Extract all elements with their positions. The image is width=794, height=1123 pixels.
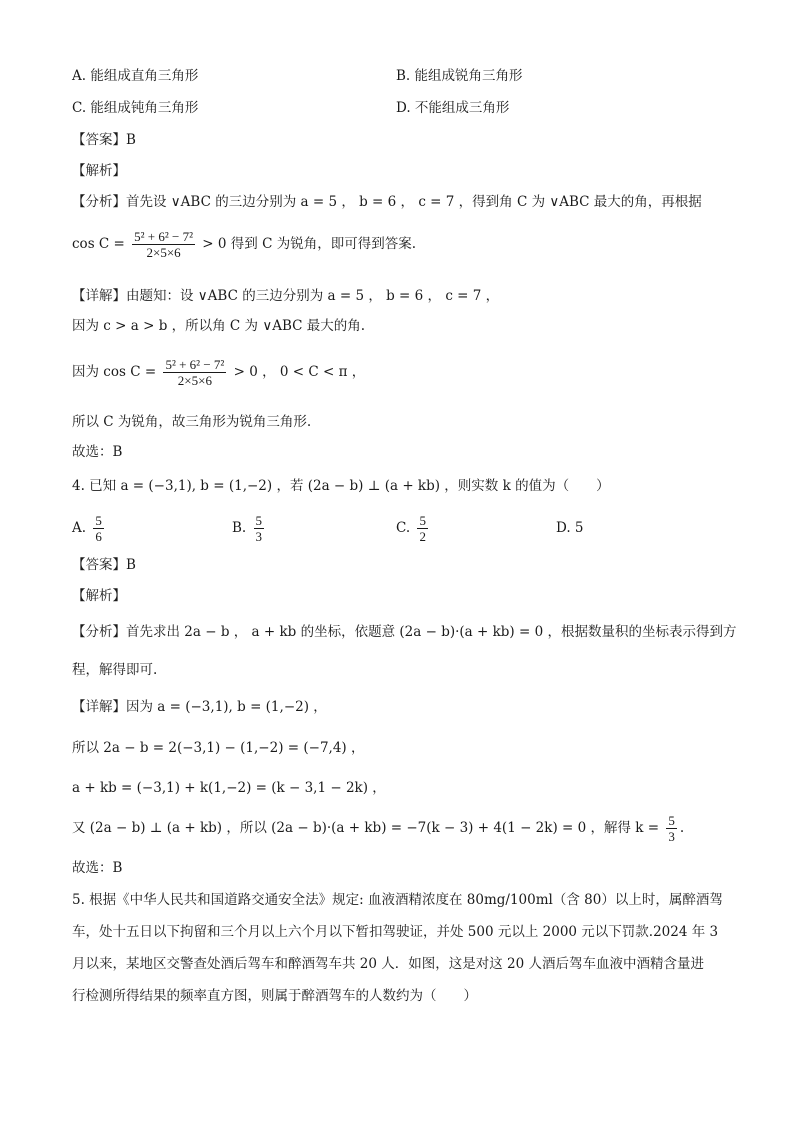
fraction-denominator: 6 xyxy=(95,529,102,544)
formula-suffix: > 0 得到 C 为锐角，即可得到答案. xyxy=(202,236,416,252)
fraction-numerator: 5 xyxy=(95,513,102,528)
q3-fenxi: 【分析】首先设 ∨ABC 的三边分别为 a = 5 ， b = 6 ， c = 7 ，得到角 C 为 ∨ABC 最大的角，再根据 xyxy=(72,194,702,210)
q4-detail-line3: a + kb = (−3,1) + k(1,−2) = (k − 3,1 − 2k) ， xyxy=(72,780,386,796)
q3-answer: 【答案】B xyxy=(72,132,136,148)
q4-answer: 【答案】B xyxy=(72,557,136,573)
fraction-denominator: 2 xyxy=(419,529,426,544)
option-label: B. xyxy=(232,520,247,536)
option-c: C. 能组成钝角三角形 xyxy=(72,100,199,116)
q4-fenxi-line2: 程，解得即可. xyxy=(72,662,158,678)
option-d: D. 不能组成三角形 xyxy=(396,100,510,116)
fraction-denominator: 2×5×6 xyxy=(132,244,195,260)
q3-detail-line1: 【详解】由题知：设 ∨ABC 的三边分别为 a = 5 ， b = 6 ， c = 7 ， xyxy=(72,288,500,304)
q5-line3: 月以来，某地区交警查处酒后驾车和醉酒驾车共 20 人．如图，这是对这 20 人酒后驾车血液中酒精含量进 xyxy=(72,956,705,972)
q5-line2: 车，处十五日以下拘留和三个月以上六个月以下暂扣驾驶证，并处 500 元以上 2000 元以下罚款.2024 年 3 xyxy=(72,924,719,940)
fraction xyxy=(163,357,226,388)
cos-label: cos C = xyxy=(72,236,125,252)
option-fraction xyxy=(93,513,104,544)
fraction-denominator: 3 xyxy=(668,829,675,844)
q4-option-a xyxy=(72,508,107,548)
fraction-numerator: 5 xyxy=(419,513,426,528)
q3-detail-line4: 所以 C 为锐角，故三角形为锐角三角形. xyxy=(72,414,312,430)
q4-option-b xyxy=(232,508,267,548)
fraction-denominator: 3 xyxy=(255,529,263,544)
q5-line4: 行检测所得结果的频率直方图，则属于醉酒驾车的人数约为（ ） xyxy=(72,988,477,1004)
q4-detail-line4: 又 (2a − b) ⊥ (a + kb) ，所以 (2a − b)·(a + kb) = −7(k − 3) + 4(1 − 2k) = 0 ，解得 k = $\frac{5}{3}$ . xyxy=(72,813,685,844)
q4-stem: 4. 已知 a = (−3,1), b = (1,−2) ，若 (2a − b) ⊥ (a + kb) ，则实数 k 的值为（ ） xyxy=(72,478,610,494)
fraction xyxy=(132,229,195,260)
fraction-numerator: 5² + 6² − 7² xyxy=(134,229,193,244)
fraction-numerator: 5² + 6² − 7² xyxy=(165,357,225,372)
q4-detail-line2: 所以 2a − b = 2(−3,1) − (1,−2) = (−7,4) ， xyxy=(72,740,365,756)
formula-prefix: 又 (2a − b) ⊥ (a + kb) ，所以 (2a − b)·(a + kb) = −7(k − 3) + 4(1 − 2k) = 0 ，解得 k = xyxy=(72,820,660,836)
q3-choice: 故选：B xyxy=(72,444,123,460)
option-b: B. 能组成锐角三角形 xyxy=(396,68,523,84)
q3-detail-formula xyxy=(72,352,365,392)
q4-option-d: D. 5 xyxy=(556,520,584,536)
fraction xyxy=(666,813,677,844)
fraction-numerator: 5 xyxy=(255,513,263,528)
q4-option-c xyxy=(396,508,431,548)
fraction-numerator: 5 xyxy=(668,813,675,828)
q3-analysis-label: 【解析】 xyxy=(72,163,126,179)
option-fraction xyxy=(254,513,265,544)
formula-prefix: 因为 cos C = xyxy=(72,364,157,380)
formula-suffix: > 0 ， 0 < C < π ， xyxy=(233,364,366,380)
q5-line1: 5. 根据《中华人民共和国道路交通安全法》规定: 血液酒精浓度在 80mg/100ml（含 80）以上时，属醉酒驾 xyxy=(72,892,723,908)
q4-fenxi-line1: 【分析】首先求出 2a − b ， a + kb 的坐标，依题意 (2a − b)·(a + kb) = 0 ，根据数量积的坐标表示得到方 xyxy=(72,624,737,640)
q4-choice: 故选：B xyxy=(72,860,123,876)
option-fraction xyxy=(417,513,428,544)
option-label: C. xyxy=(396,520,411,536)
q3-detail-line2: 因为 c > a > b ，所以角 C 为 ∨ABC 最大的角. xyxy=(72,318,366,334)
q3-fenxi-formula xyxy=(72,224,416,264)
q4-detail-line1: 【详解】因为 a = (−3,1), b = (1,−2) ， xyxy=(72,699,327,715)
option-a: A. 能组成直角三角形 xyxy=(72,68,199,84)
option-label: A. xyxy=(72,520,87,536)
q4-analysis-label: 【解析】 xyxy=(72,588,126,604)
fraction-denominator: 2×5×6 xyxy=(163,372,226,388)
